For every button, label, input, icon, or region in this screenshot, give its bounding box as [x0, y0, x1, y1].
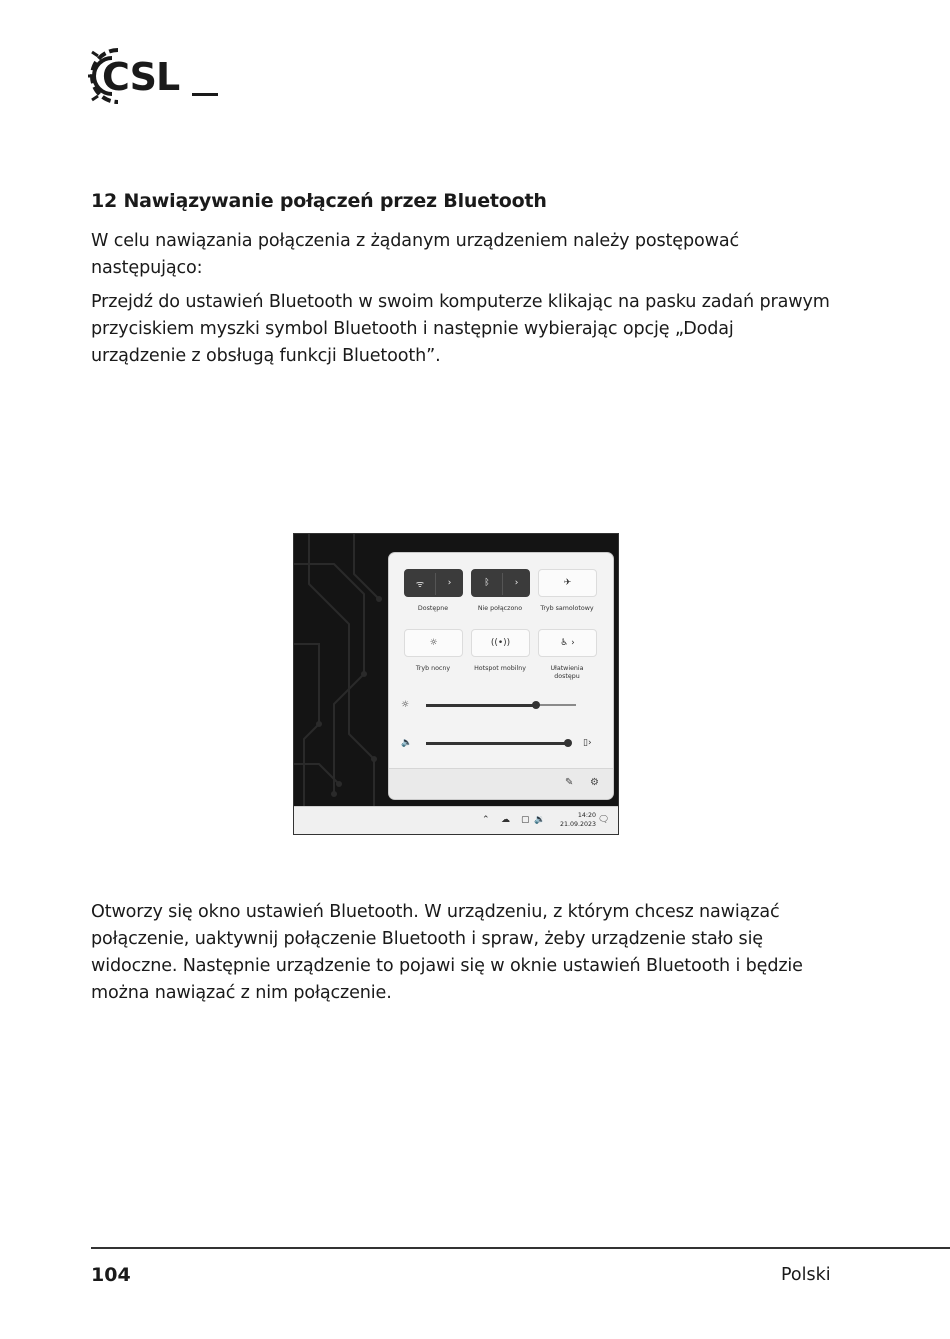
speaker-icon: 🔈 [401, 738, 413, 748]
airplane-label: Tryb samolotowy [540, 605, 594, 612]
chevron-right-icon[interactable]: › [447, 578, 452, 588]
chevron-right-icon[interactable]: › [514, 578, 519, 588]
airplane-tile[interactable] [538, 569, 597, 597]
section-heading: 12 Nawiązywanie połączeń przez Bluetooth [91, 190, 547, 212]
bluetooth-icon: ᛒ [484, 578, 490, 588]
display-icon[interactable]: ▢ [521, 815, 530, 825]
taskbar-clock[interactable]: 14:20 21.09.2023 [559, 812, 596, 828]
logo-text: CSL [102, 55, 180, 99]
accessibility-tile[interactable] [538, 629, 597, 657]
notification-icon[interactable]: 🗨 [598, 815, 610, 825]
volume-fill [426, 742, 568, 745]
wifi-label: Dostępne [417, 605, 449, 612]
brightness-icon: ☼ [401, 700, 410, 710]
volume-icon[interactable]: 🔉 [534, 815, 546, 825]
bluetooth-tile[interactable] [471, 569, 530, 597]
volume-slider[interactable] [401, 736, 601, 750]
result-paragraph: Otworzy się okno ustawień Bluetooth. W urządzeniu, z którym chcesz nawiązać połączenie, uaktywnij połączenie Bluetooth i spraw, żeby urządzenie stało się widoczne. Następnie urządzenie to pojawi się w oknie ustawień Bluetooth i będzie można nawiązać z nim połączenie. [91, 902, 803, 1003]
brightness-slider[interactable] [401, 698, 601, 712]
brightness-thumb[interactable] [532, 701, 540, 709]
settings-gear-icon[interactable]: ⚙ [590, 777, 599, 788]
quick-settings-screenshot [293, 533, 619, 835]
volume-thumb[interactable] [564, 739, 572, 747]
language-label: Polski [781, 1265, 831, 1285]
hotspot-icon: ((•)) [490, 638, 511, 648]
night-light-tile[interactable] [404, 629, 463, 657]
network-icon[interactable]: ☁ [501, 815, 510, 825]
night-light-label: Tryb nocny [415, 665, 451, 672]
airplane-icon: ✈ [563, 578, 572, 588]
accessibility-icon: ♿ › [560, 638, 575, 648]
chevron-up-icon[interactable]: ⌃ [482, 815, 490, 825]
wifi-tile[interactable] [404, 569, 463, 597]
night-light-icon: ☼ [429, 638, 438, 648]
taskbar [294, 806, 618, 835]
wifi-icon: ᯤ [415, 579, 425, 590]
brightness-fill [426, 704, 536, 707]
hotspot-tile[interactable] [471, 629, 530, 657]
footer-rule [91, 1247, 950, 1249]
volume-track[interactable] [426, 742, 568, 744]
audio-output-icon[interactable]: ▯› [583, 738, 592, 748]
intro-paragraph: W celu nawiązania połączenia z żądanym urządzeniem należy postępować następująco: [91, 231, 739, 278]
brightness-track[interactable] [426, 704, 576, 706]
quick-settings-panel [388, 552, 614, 800]
csl-logo [88, 42, 223, 110]
edit-pencil-icon[interactable]: ✎ [565, 777, 574, 788]
bluetooth-label: Nie połączono [477, 605, 523, 612]
hotspot-label: Hotspot mobilny [474, 665, 526, 672]
instruction-paragraph: Przejdź do ustawień Bluetooth w swoim komputerze klikając na pasku zadań prawym przyciskiem myszki symbol Bluetooth i następnie wybierając opcję „Dodaj urządzenie z obsługą funkcji Bluetooth”. [91, 292, 830, 366]
panel-footer [389, 768, 613, 800]
accessibility-label: Ułatwienia dostępu [550, 665, 584, 680]
page-number: 104 [91, 1264, 131, 1286]
